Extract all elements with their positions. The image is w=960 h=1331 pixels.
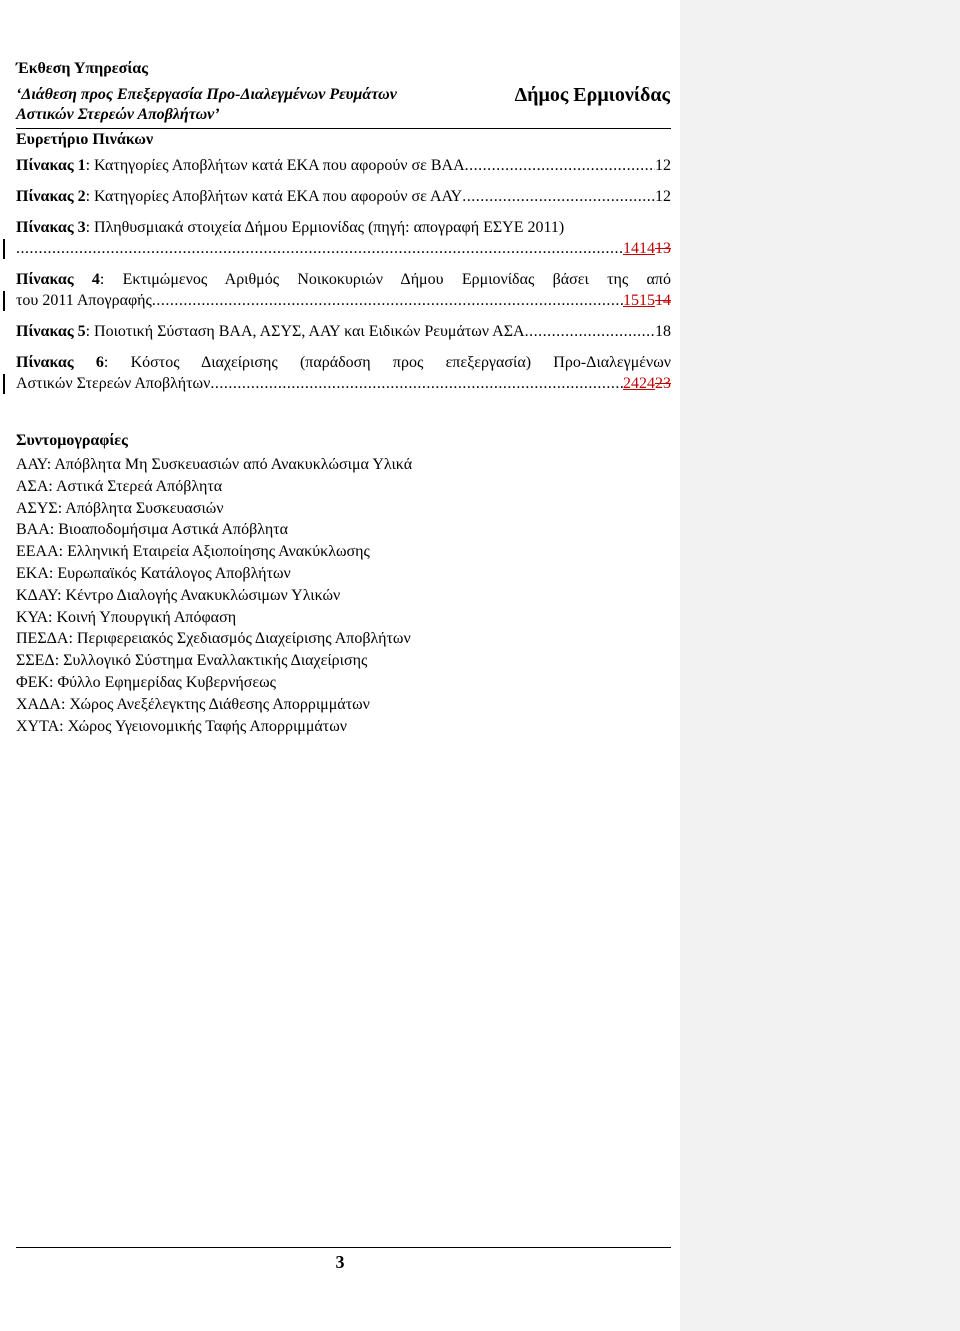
toc-entry-page: 18	[655, 323, 671, 340]
toc-entry[interactable]	[16, 269, 671, 290]
toc-entry-continuation[interactable]	[16, 238, 671, 259]
abbreviation-item: ΒΑΑ: Βιοαποδομήσιμα Αστικά Απόβλητα	[16, 521, 289, 539]
toc-heading: Ευρετήριο Πινάκων	[16, 131, 154, 148]
revision-change-bar	[3, 239, 5, 259]
toc-entry-page-deleted: 13	[655, 240, 671, 257]
abbreviation-item: ΚΥΑ: Κοινή Υπουργική Απόφαση	[16, 608, 237, 626]
footer-rule	[16, 1247, 671, 1248]
toc-leader-dots	[210, 373, 623, 394]
toc-leader-dots	[465, 155, 655, 176]
abbreviation-item: ΚΔΑΥ: Κέντρο Διαλογής Ανακυκλώσιμων Υλικών	[16, 586, 341, 604]
header-rule	[16, 128, 671, 129]
toc-entry[interactable]	[16, 321, 671, 342]
report-title: Έκθεση Υπηρεσίας	[16, 60, 148, 77]
toc-entry-page-deleted: 23	[655, 375, 671, 392]
abbreviations-heading: Συντομογραφίες	[16, 432, 128, 449]
toc-entry-title: : Ποιοτική Σύσταση ΒΑΑ, ΑΣΥΣ, ΑΑΥ και Ειδικών Ρευμάτων ΑΣΑ	[85, 323, 525, 340]
toc-entry-title: : Κόστος Διαχείρισης (παράδοση προς επεξεργασία) Προ-Διαλεγμένων	[103, 354, 671, 371]
toc-entry-title: : Πληθυσμιακά στοιχεία Δήμου Ερμιονίδας (πηγή: απογραφή ΕΣΥΕ 2011)	[85, 219, 565, 236]
toc-leader-dots	[152, 290, 623, 311]
toc-entry-title-cont: του 2011 Απογραφής	[16, 292, 152, 309]
abbreviation-item: ΠΕΣΔΑ: Περιφερειακός Σχεδιασμός Διαχείρισης Αποβλήτων	[16, 630, 411, 648]
toc-entry-title: : Κατηγορίες Αποβλήτων κατά ΕΚΑ που αφορούν σε ΑΑΥ	[85, 188, 463, 205]
toc-entry-label: Πίνακας 4	[16, 271, 100, 288]
toc-entry-continuation[interactable]	[16, 290, 671, 311]
toc-entry-page-inserted: 1515	[623, 292, 655, 309]
toc-entry-page-deleted: 14	[655, 292, 671, 309]
abbreviations-list	[16, 454, 412, 737]
toc-entry-title: : Κατηγορίες Αποβλήτων κατά ΕΚΑ που αφορούν σε ΒΑΑ	[85, 157, 465, 174]
abbreviation-item: ΑΣΥΣ: Απόβλητα Συσκευασιών	[16, 499, 224, 517]
toc-entry[interactable]	[16, 217, 671, 238]
page-number: 3	[335, 1252, 345, 1272]
toc-entry-page: 12	[655, 157, 671, 174]
toc-entry-label: Πίνακας 3	[16, 219, 86, 236]
abbreviation-item: ΑΑΥ: Απόβλητα Μη Συσκευασιών από Ανακυκλώσιμα Υλικά	[16, 456, 413, 473]
toc-entry-title: : Εκτιμώμενος Αριθμός Νοικοκυριών Δήμου Ερμιονίδας βάσει της από	[99, 271, 671, 288]
toc-entry-label: Πίνακας 5	[16, 323, 86, 340]
toc-entry-title-cont: Αστικών Στερεών Αποβλήτων	[16, 375, 211, 392]
abbreviation-item: ΑΣΑ: Αστικά Στερεά Απόβλητα	[16, 477, 223, 495]
abbreviation-item: ΕΕΑΑ: Ελληνική Εταιρεία Αξιοποίησης Ανακύκλωσης	[16, 543, 370, 561]
abbreviation-item: ΦΕΚ: Φύλλο Εφημερίδας Κυβερνήσεως	[16, 673, 276, 691]
revision-change-bar	[3, 374, 5, 394]
toc-entry-label: Πίνακας 2	[16, 188, 86, 205]
toc-entry[interactable]	[16, 352, 671, 373]
abbreviation-item: ΣΣΕΔ: Συλλογικό Σύστημα Εναλλακτικής Διαχείρισης	[16, 652, 368, 670]
toc-entry-page-inserted: 2424	[623, 375, 655, 392]
municipality-name: Δήμος Ερμιονίδας	[514, 84, 670, 106]
toc-leader-dots	[462, 186, 655, 207]
toc-entry-page-inserted: 1414	[623, 240, 655, 257]
abbreviation-item: ΧΑΔΑ: Χώρος Ανεξέλεγκτης Διάθεσης Απορριμμάτων	[16, 695, 370, 713]
abbreviation-item: ΕΚΑ: Ευρωπαϊκός Κατάλογος Αποβλήτων	[16, 564, 291, 582]
toc-entry-continuation[interactable]	[16, 373, 671, 394]
toc-entry-label: Πίνακας 1	[16, 157, 86, 174]
abbreviation-item: ΧΥΤΑ: Χώρος Υγειονομικής Ταφής Απορριμμάτων	[16, 717, 347, 735]
report-subtitle: ‘Διάθεση προς Επεξεργασία Προ-Διαλεγμένων Ρευμάτων Αστικών Στερεών Αποβλήτων’	[16, 86, 397, 123]
toc-entry[interactable]	[16, 155, 671, 176]
toc-entry[interactable]	[16, 186, 671, 207]
revision-change-bar	[3, 291, 5, 311]
toc-entry-label: Πίνακας 6	[16, 354, 104, 371]
table-of-tables	[16, 155, 671, 404]
toc-entry-page: 12	[655, 188, 671, 205]
toc-leader-dots	[525, 321, 655, 342]
comment-margin-pane	[680, 0, 960, 1331]
toc-leader-dots	[16, 238, 623, 259]
